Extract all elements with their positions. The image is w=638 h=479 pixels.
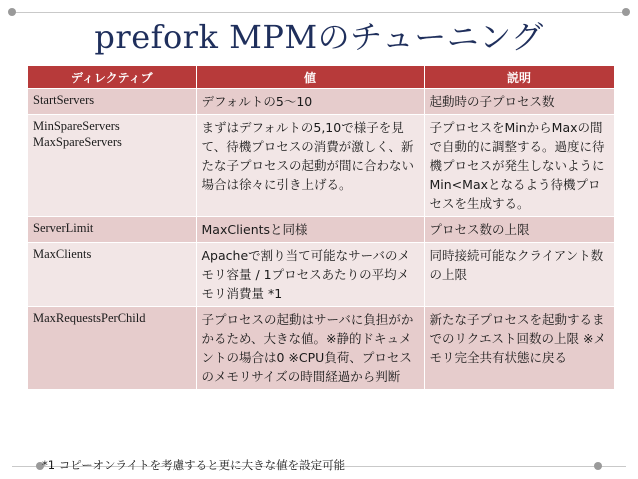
table-row <box>28 307 614 390</box>
column-header-directive: ディレクティブ <box>28 66 196 89</box>
directive-cell <box>28 89 196 115</box>
value-cell: MaxClientsと同様 <box>196 217 424 243</box>
value-cell: 子プロセスの起動はサーバに負担がかかるため、大きな値。※静的ドキュメントの場合は0 ※CPU負荷、プロセスのメモリサイズの時間経過から判断 <box>196 307 424 390</box>
table-row <box>28 243 614 307</box>
description-cell: 同時接続可能なクライアント数の上限 <box>424 243 614 307</box>
directive-name: MinSpareServers <box>33 119 120 133</box>
directive-name: MaxClients <box>33 247 92 261</box>
value-cell: まずはデフォルトの5,10で様子を見て、待機プロセスの消費が激しく、新たな子プロセスの起動が間に合わない場合は徐々に引き上げる。 <box>196 115 424 217</box>
directive-name: ServerLimit <box>33 221 94 235</box>
footnote: *1 コピーオンライトを考慮すると更に大きな値を設定可能 <box>42 458 346 472</box>
corner-dot-icon <box>594 462 602 470</box>
tuning-table <box>28 66 615 389</box>
directive-cell <box>28 217 196 243</box>
table-row <box>28 89 614 115</box>
directive-name: StartServers <box>33 93 95 107</box>
description-cell: 起動時の子プロセス数 <box>424 89 614 115</box>
description-cell: プロセス数の上限 <box>424 217 614 243</box>
directive-cell <box>28 307 196 390</box>
directive-name: MaxSpareServers <box>33 135 122 149</box>
value-cell: デフォルトの5〜10 <box>196 89 424 115</box>
description-cell: 子プロセスをMinからMaxの間で自動的に調整する。過度に待機プロセスが発生しないようにMin<Maxとなるよう待機プロセスを生成する。 <box>424 115 614 217</box>
directive-cell <box>28 243 196 307</box>
table-row <box>28 115 614 217</box>
column-header-value: 値 <box>196 66 424 89</box>
table-row <box>28 217 614 243</box>
table-header-row <box>28 66 614 89</box>
directive-cell <box>28 115 196 217</box>
directive-name: MaxRequestsPerChild <box>33 311 146 325</box>
column-header-description: 説明 <box>424 66 614 89</box>
description-cell: 新たな子プロセスを起動するまでのリクエスト回数の上限 ※メモリ完全共有状態に戻る <box>424 307 614 390</box>
value-cell: Apacheで割り当て可能なサーバのメモリ容量 / 1プロセスあたりの平均メモリ消費量 *1 <box>196 243 424 307</box>
slide-title: prefork MPMのチューニング <box>94 18 544 56</box>
